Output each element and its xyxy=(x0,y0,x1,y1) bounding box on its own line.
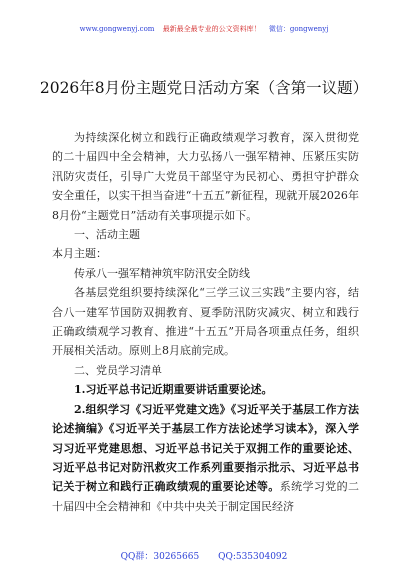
document-body xyxy=(52,128,359,516)
study-item-2 xyxy=(52,400,359,516)
study-item-2-rest: 系统学习党的二十届四中全会精神和《中共中央关于制定国民经济 xyxy=(52,480,360,513)
activity-paragraph: 各基层党组织要持续深化“三学三议三实践”主要内容，结合八一建军节国防双拥教育、夏季防汛防灾减灾、树立和践行正确政绩观学习教育、推进“十五五”开局各项重点任务，组织开展相关活动。原则上8月底前完成。 xyxy=(52,286,359,358)
study-item-2-bold: 2.组织学习《习近平党建文选》《习近平关于基层工作方法论述摘编》《习近平关于基层工作方法论述学习读本》，深入学习习近平党建思想、习近平总书记关于双拥工作的重要论述、习近平总书记对防汛救灾工作系列重要指示批示、习近平总书记关于树立和践行正确政绩观的重要论述等。 xyxy=(52,402,359,494)
theme-text: 传承八一强军精神筑牢防汛安全防线 xyxy=(74,266,250,280)
theme-label: 本月主题： xyxy=(52,247,107,261)
header-site-url[interactable]: www.gongwenyj.com xyxy=(79,25,155,33)
footer-qq-group: QQ群：30265665 xyxy=(120,552,200,562)
page-footer xyxy=(0,549,408,562)
intro-paragraph: 为持续深化树立和践行正确政绩观学习教育，深入贯彻党的二十届四中全会精神，大力弘扬八一强军精神、压紧压实防汛防灾责任，引导广大党员干部坚守为民初心、勇担守护群众安全重任，以实干担当奋进“十五五”新征程，现就开展2026年8月份“主题党日”活动有关事项提示如下。 xyxy=(52,131,359,222)
page-header xyxy=(0,24,408,34)
section-heading-study-list: 二、党员学习清单 xyxy=(74,363,162,377)
document-title: 2026年8月份主题党日活动方案（含第一议题） xyxy=(39,79,369,97)
header-wechat: 微信：gongwenyj xyxy=(268,25,329,33)
header-slogan: 最新最全最专业的公文资料库！ xyxy=(162,25,261,33)
section-heading-activity-theme: 一、活动主题 xyxy=(74,228,140,242)
study-item-1: 1.习近平总书记近期重要讲话重要论述。 xyxy=(74,383,273,397)
footer-qq: QQ:535304092 xyxy=(218,552,288,562)
